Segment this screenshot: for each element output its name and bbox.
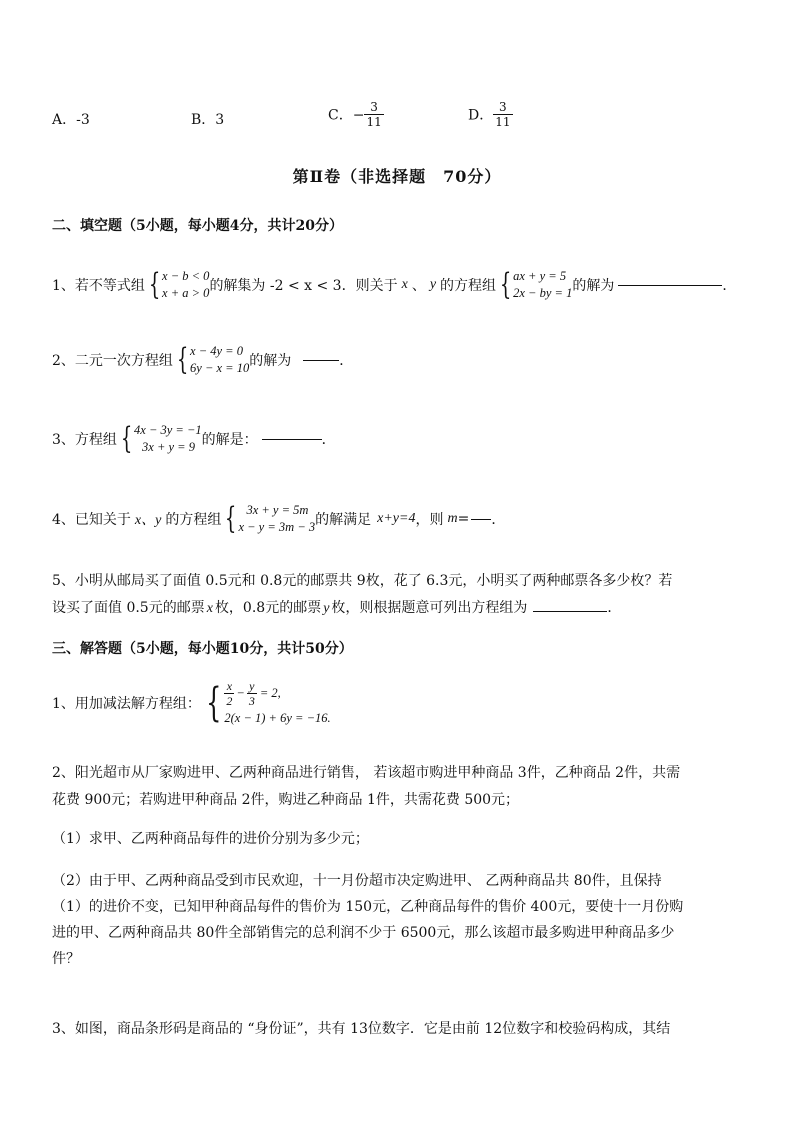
s1-frac1-num: x	[224, 679, 234, 694]
solve-2-line-1: 2、阳光超市从厂家购进甲、乙两种商品进行销售， 若该超市购进甲种商品 3件，乙种商品 2件，共需	[52, 765, 681, 781]
s1-equation-system	[201, 679, 331, 726]
solve-header: 三、解答题（5小题，每小题10分，共计50分）	[52, 641, 353, 657]
q1-brace-1: {	[148, 267, 161, 302]
choice-c-prefix: C．−	[328, 107, 365, 124]
solve-2-part-2-line-3: 进的甲、乙两种商品共 80件全部销售完的总利润不少于 6500元，那么该超市最多购进甲种商品多少	[52, 925, 675, 941]
q1-end: ．	[722, 278, 737, 294]
q4-answer-blank[interactable]	[471, 518, 491, 520]
q4-mid: 的方程组	[165, 512, 222, 528]
q2-brace: {	[176, 342, 189, 377]
s1-minus: −	[236, 686, 245, 700]
q1-brace-2: {	[499, 267, 512, 302]
q1-prefix: 1、若不等式组	[52, 278, 145, 294]
solve-2-part-1: （1）求甲、乙两种商品每件的进价分别为多少元；	[52, 831, 369, 847]
q3-eq-1: 4x − 3y = −1	[134, 423, 202, 437]
question-2	[52, 343, 353, 377]
q1-eq-1: ax + y = 5	[513, 269, 567, 283]
q5-var-x: x	[206, 601, 213, 616]
q1-equation-system	[496, 268, 572, 302]
q4-suffix: 的解满足	[315, 512, 372, 528]
q5-line2-c: 枚，则根据题意可列出方程组为	[331, 600, 528, 616]
q5-answer-blank[interactable]	[533, 610, 607, 612]
q4-equation-system	[221, 502, 315, 536]
q2-eq-1: x − 4y = 0	[190, 344, 243, 358]
q5-end: ．	[607, 600, 622, 616]
q2-equation-system	[173, 343, 249, 377]
solve-2-line-2: 花费 900元；若购进甲种商品 2件，购进乙种商品 1件，共需花费 500元；	[52, 792, 520, 808]
s1-eq1-tail: = 2,	[259, 686, 281, 700]
q1-ineq-2: x + a > 0	[162, 286, 210, 300]
q1-var-y: y	[429, 277, 437, 292]
choice-c-fraction	[364, 100, 383, 129]
q4-end: ．	[491, 512, 506, 528]
choice-d-num: 3	[493, 100, 512, 115]
choice-c	[328, 100, 384, 129]
q1-suffix: 的解为	[572, 278, 615, 294]
solve-2-part-2-line-2: （1）的进价不变，已知甲种商品每件的售价为 150元，乙种商品每件的售价 400元，要使十一月份购	[52, 899, 684, 915]
q1-mid: 的解集为 -2 < x < 3．则关于	[209, 278, 398, 294]
q4-eq-1: 3x + y = 5m	[246, 503, 309, 517]
q1-var-x: x	[401, 277, 408, 292]
q4-var-m: m	[447, 511, 458, 526]
q3-brace: {	[120, 421, 133, 456]
solve-2-part-2-line-1: （2）由于甲、乙两种商品受到市民欢迎，十一月份超市决定购进甲、 乙两种商品共 80件，且保持	[52, 873, 662, 889]
choice-a: A．-3	[52, 112, 90, 128]
choice-c-num: 3	[364, 100, 383, 115]
s1-frac2-num: y	[247, 679, 257, 694]
fill-header: 二、填空题（5小题，每小题4分，共计20分）	[52, 218, 343, 234]
solve-3-line-1: 3、如图，商品条形码是商品的 “身份证”，共有 13位数字．它是由前 12位数字和校验码构成，其结	[52, 1021, 671, 1037]
q2-prefix: 2、二元一次方程组	[52, 353, 173, 369]
q3-equation-system	[117, 422, 202, 456]
q1-inequality-system	[145, 268, 210, 302]
q5-line2-a: 设买了面值 0.5元的邮票	[52, 600, 205, 616]
q1-answer-blank[interactable]	[618, 284, 722, 286]
section-title: 第Ⅱ卷（非选择题 70分）	[292, 167, 502, 186]
solve-1	[52, 679, 331, 726]
solve-2-part-2-line-4: 件？	[52, 951, 80, 967]
question-5-line-1: 5、小明从邮局买了面值 0.5元和 0.8元的邮票共 9枚，花了 6.3元，小明买了两种邮票各多少枚？若	[52, 573, 673, 589]
s1-frac2-den: 3	[248, 694, 255, 708]
q4-suffix3: =	[457, 511, 470, 527]
q4-prefix: 4、已知关于	[52, 512, 131, 528]
s1-brace: {	[206, 679, 222, 726]
q3-prefix: 3、方程组	[52, 432, 117, 448]
s1-eq-2: 2(x − 1) + 6y = −16.	[224, 711, 331, 725]
s1-frac1-den: 2	[226, 694, 233, 708]
q3-suffix: 的解是：	[201, 432, 258, 448]
q1-mid2: 的方程组	[440, 278, 497, 294]
q3-eq-2: 3x + y = 9	[142, 440, 195, 454]
q2-eq-2: 6y − x = 10	[190, 361, 250, 375]
question-4	[52, 502, 505, 536]
question-3	[52, 422, 336, 456]
question-5-line-2	[52, 597, 621, 617]
q3-answer-blank[interactable]	[262, 438, 322, 440]
q4-brace: {	[225, 501, 237, 536]
choice-c-den: 11	[366, 115, 382, 129]
q4-condition: x+y=4	[377, 511, 416, 526]
q1-ineq-1: x − b < 0	[162, 269, 210, 283]
choice-d	[468, 100, 513, 129]
choice-d-den: 11	[495, 115, 511, 129]
q2-suffix: 的解为	[249, 353, 292, 369]
q1-eq-2: 2x − by = 1	[513, 286, 573, 300]
s1-prefix: 1、用加减法解方程组：	[52, 695, 201, 712]
choice-d-fraction	[493, 100, 512, 129]
q1-sep: 、	[411, 278, 426, 294]
q2-answer-blank[interactable]	[303, 359, 339, 361]
q2-end: ．	[339, 353, 354, 369]
choice-d-prefix: D．	[468, 107, 494, 124]
question-1	[52, 268, 736, 302]
q3-end: ．	[321, 432, 336, 448]
q4-eq-2: x − y = 3m − 3	[238, 520, 316, 534]
q5-var-y: y	[323, 601, 330, 616]
q5-line2-b: 枚，0.8元的邮票	[214, 600, 322, 616]
q4-suffix2: ，则	[415, 512, 444, 528]
q4-vars: x、y	[134, 513, 162, 528]
choice-b: B．3	[191, 112, 225, 128]
